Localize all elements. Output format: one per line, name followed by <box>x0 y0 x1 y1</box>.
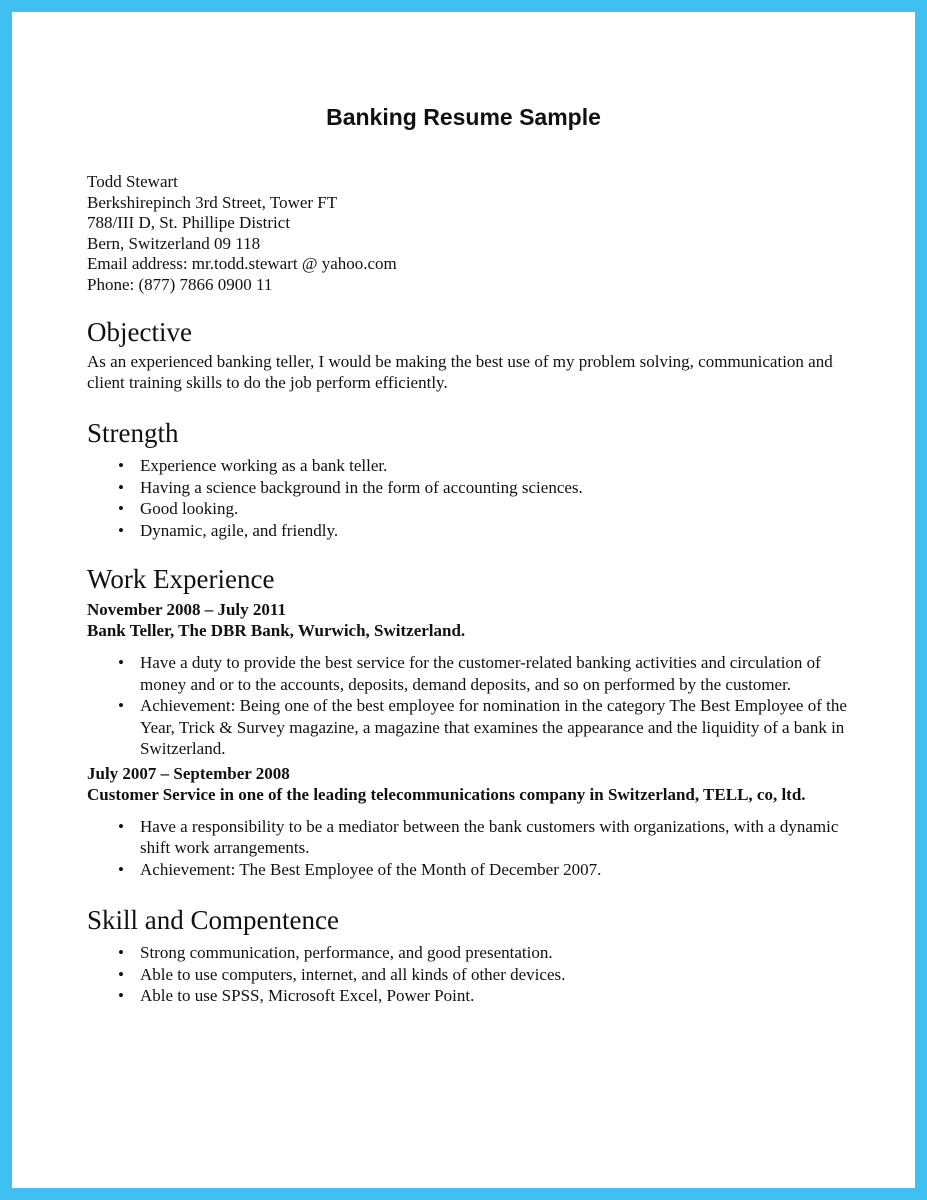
job-entry <box>87 599 867 760</box>
bullet-icon: • <box>118 653 124 672</box>
objective-text: As an experienced banking teller, I would be making the best use of my problem solving, communication and client training skills to do the job perform efficiently. <box>87 352 833 392</box>
list-item-text: Experience working as a bank teller. <box>140 456 388 475</box>
list-item-text: Dynamic, agile, and friendly. <box>140 520 339 540</box>
bullet-icon: • <box>118 696 124 715</box>
bullet-icon: • <box>118 456 124 475</box>
work-experience-section <box>87 563 867 880</box>
job-role: Customer Service in one of the leading telecommunications company in Switzerland, TELL, co, ltd. <box>87 784 806 804</box>
list-item <box>87 985 867 1007</box>
page-title: Banking Resume Sample <box>326 104 601 130</box>
list-item <box>87 859 867 881</box>
job-entry <box>87 763 867 881</box>
skill-list <box>87 942 867 1007</box>
list-item <box>87 520 867 542</box>
job-dates: November 2008 – July 2011 <box>87 600 286 619</box>
bullet-icon: • <box>118 477 124 497</box>
list-item <box>87 455 867 477</box>
strength-section <box>87 417 867 541</box>
list-item-text: Have a responsibility to be a mediator between the bank customers with organizations, with a dynamic shift work arrangements. <box>140 816 839 857</box>
skill-section <box>87 904 867 1007</box>
contact-block <box>87 172 867 295</box>
bullet-icon: • <box>118 943 124 962</box>
contact-address-line3: Bern, Switzerland 09 118 <box>87 233 261 253</box>
job-role: Bank Teller, The DBR Bank, Wurwich, Switzerland. <box>87 621 466 640</box>
list-item <box>87 695 867 760</box>
list-item-text: Having a science background in the form of accounting sciences. <box>140 477 583 497</box>
objective-section <box>87 316 867 393</box>
job-duties-list <box>87 652 867 760</box>
list-item <box>87 652 867 695</box>
list-item <box>87 477 867 499</box>
work-experience-heading: Work Experience <box>87 564 275 594</box>
bullet-icon: • <box>118 520 124 540</box>
bullet-icon: • <box>118 964 124 984</box>
contact-address-line1: Berkshirepinch 3rd Street, Tower FT <box>87 192 338 212</box>
job-duties-list <box>87 816 867 881</box>
resume-content <box>87 172 867 1007</box>
list-item-text: Able to use computers, internet, and all kinds of other devices. <box>140 964 566 984</box>
strength-heading: Strength <box>87 418 179 448</box>
list-item <box>87 816 867 859</box>
list-item-text: Achievement: The Best Employee of the Month of December 2007. <box>140 859 602 879</box>
bullet-icon: • <box>118 816 124 836</box>
list-item <box>87 498 867 520</box>
skill-heading: Skill and Compentence <box>87 905 339 935</box>
contact-phone: Phone: (877) 7866 0900 11 <box>87 274 273 294</box>
list-item-text: Achievement: Being one of the best employee for nomination in the category The Best Employee of the Year, Trick & Survey magazine, a magazine that examines the appearance and the liquidity of a bank in Switzerland. <box>140 696 847 758</box>
bullet-icon: • <box>118 499 124 518</box>
list-item-text: Have a duty to provide the best service for the customer-related banking activities and circulation of money and or to the accounts, deposits, demand deposits, and so on performed by the customer. <box>140 653 821 694</box>
contact-address-line2: 788/III D, St. Phillipe District <box>87 213 291 232</box>
contact-email: Email address: mr.todd.stewart @ yahoo.com <box>87 254 397 273</box>
list-item-text: Good looking. <box>140 499 239 518</box>
contact-name: Todd Stewart <box>87 172 178 191</box>
strength-list <box>87 455 867 541</box>
objective-heading: Objective <box>87 317 192 347</box>
list-item <box>87 942 867 964</box>
list-item-text: Able to use SPSS, Microsoft Excel, Power Point. <box>140 986 475 1005</box>
resume-page <box>12 12 915 1188</box>
bullet-icon: • <box>118 986 124 1005</box>
list-item <box>87 964 867 986</box>
bullet-icon: • <box>118 859 124 879</box>
job-dates: July 2007 – September 2008 <box>87 763 290 783</box>
list-item-text: Strong communication, performance, and good presentation. <box>140 943 553 962</box>
